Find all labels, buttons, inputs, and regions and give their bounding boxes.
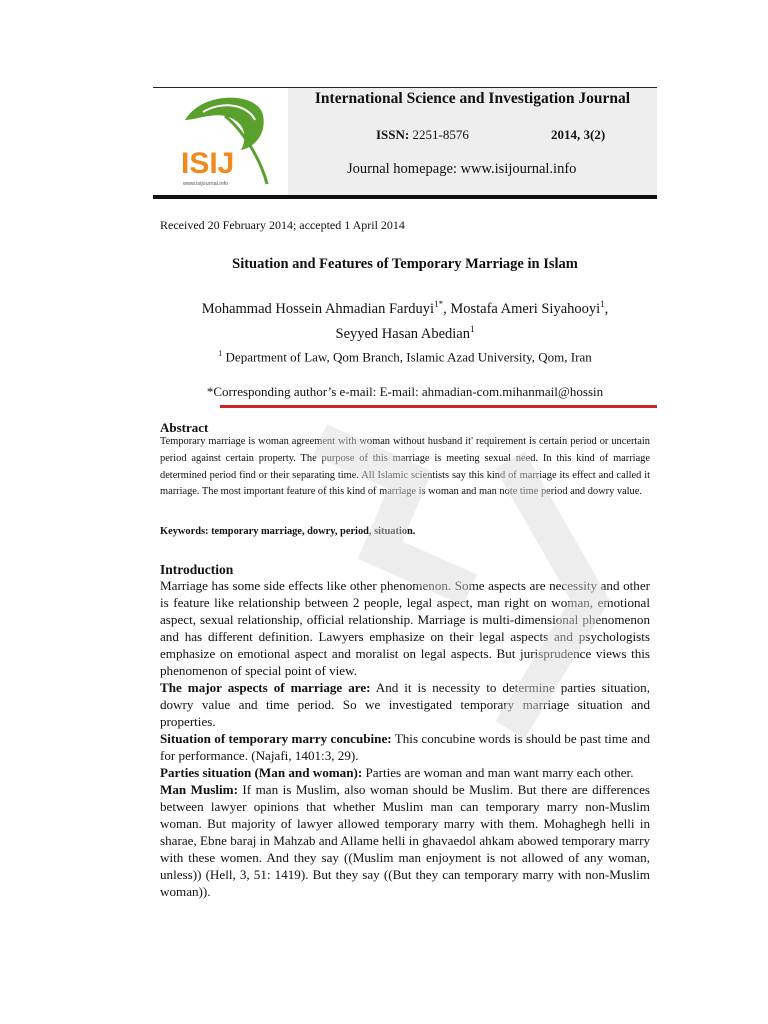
p2-bold: The major aspects of marriage are: — [160, 680, 371, 695]
author-1: Mohammad Hossein Ahmadian Farduyi — [201, 300, 435, 317]
p5-text: If man is Muslim, also woman should be Muslim. But there are differences between lawyer opinions that whether Muslim man can temporary marry non-Muslim woman. But majority of lawyer allowed temporary marry with them. Mohaghegh helli in sharae, Ebne baraj in Mahzab and Allame helli in ghavaedol ahkam abowed temporary marry with these women. And they say ((Muslim man enjoyment is not allowed of any woman, unless)) (Hell, 3, 51: 1419). But they say ((But they can temporary marry with non-Muslim woman)). — [160, 782, 650, 899]
p3-bold: Situation of temporary marry concubine: — [160, 731, 392, 746]
p4-text: Parties are woman and man want marry each other. — [362, 765, 634, 780]
header-bottom-rule — [153, 195, 657, 199]
keywords: Keywords: temporary marriage, dowry, period, situation. — [160, 526, 416, 537]
introduction-body — [160, 577, 650, 900]
author-sep: , — [604, 300, 609, 317]
p2-text: And it is necessity to determine parties situation, dowry value and time period. So we investigated temporary marriage situation and properties. — [160, 680, 650, 729]
intro-paragraph-3 — [160, 730, 650, 764]
intro-paragraph-1: Marriage has some side effects like other phenomenon. Some aspects are necessity and other is feature like relationship between 2 people, legal aspect, man right on woman, emotional aspect, sexual relationship, official relationship. Marriage is multi-dimensional phenomenon and has different definition. Lawyers emphasize on their legal aspects and psychologists emphasize on emotional aspect and moralist on legal aspects. But jurisprudence views this phenomenon of special point of view. — [160, 578, 650, 678]
journal-homepage[interactable]: Journal homepage: www.isijournal.info — [347, 161, 577, 177]
abstract-heading: Abstract — [160, 420, 209, 435]
author-2-sup: 1 — [600, 299, 605, 309]
intro-paragraph-4 — [160, 764, 650, 781]
author-3: Seyyed Hasan Abedian — [335, 325, 470, 342]
article-title: Situation and Features of Temporary Marriage in Islam — [232, 256, 578, 272]
affiliation — [153, 349, 657, 365]
author-2: , Mostafa Ameri Siyahooyi — [443, 300, 601, 317]
red-divider — [220, 405, 657, 408]
issn-label: ISSN: — [376, 127, 410, 142]
volume: 2014, 3(2) — [551, 127, 606, 142]
affiliation-text: Department of Law, Qom Branch, Islamic Azad University, Qom, Iran — [222, 349, 592, 365]
authors — [153, 294, 657, 344]
author-1-sup: 1* — [434, 299, 444, 309]
issn-value: 2251-8576 — [412, 127, 469, 142]
logo-text: ISIJ — [181, 147, 235, 180]
received-date: Received 20 February 2014; accepted 1 April 2014 — [160, 218, 405, 232]
logo-url: www.isijournal.info — [183, 181, 229, 187]
p3-text: This concubine words is should be past time and for performance. (Najafi, 1401:3, 29). — [160, 731, 650, 763]
abstract-text: Temporary marriage is woman agreement with woman without husband it' requirement is certain period or uncertain period against certain property. The purpose of this marriage is meeting sexual need. In this kind of marriage determined period find or their separating time. All Islamic scientists say this kind of marriage its effect and called it marriage. The most important feature of this kind of marriage is woman and man note time period and dowry value. — [160, 436, 650, 498]
p5-bold: Man Muslim: — [160, 782, 238, 797]
isij-logo — [163, 90, 283, 190]
intro-paragraph-5 — [160, 781, 650, 900]
introduction-heading: Introduction — [160, 562, 234, 577]
journal-title: International Science and Investigation Journal — [314, 90, 631, 107]
affiliation-sup: 1 — [218, 349, 223, 358]
p4-bold: Parties situation (Man and woman): — [160, 765, 363, 780]
author-3-sup: 1 — [470, 323, 475, 334]
intro-paragraph-2 — [160, 679, 650, 730]
corresponding-author: *Corresponding author’s e-mail: E-mail: ahmadian-com.mihanmail@hossin — [206, 384, 604, 399]
issn — [376, 127, 469, 143]
